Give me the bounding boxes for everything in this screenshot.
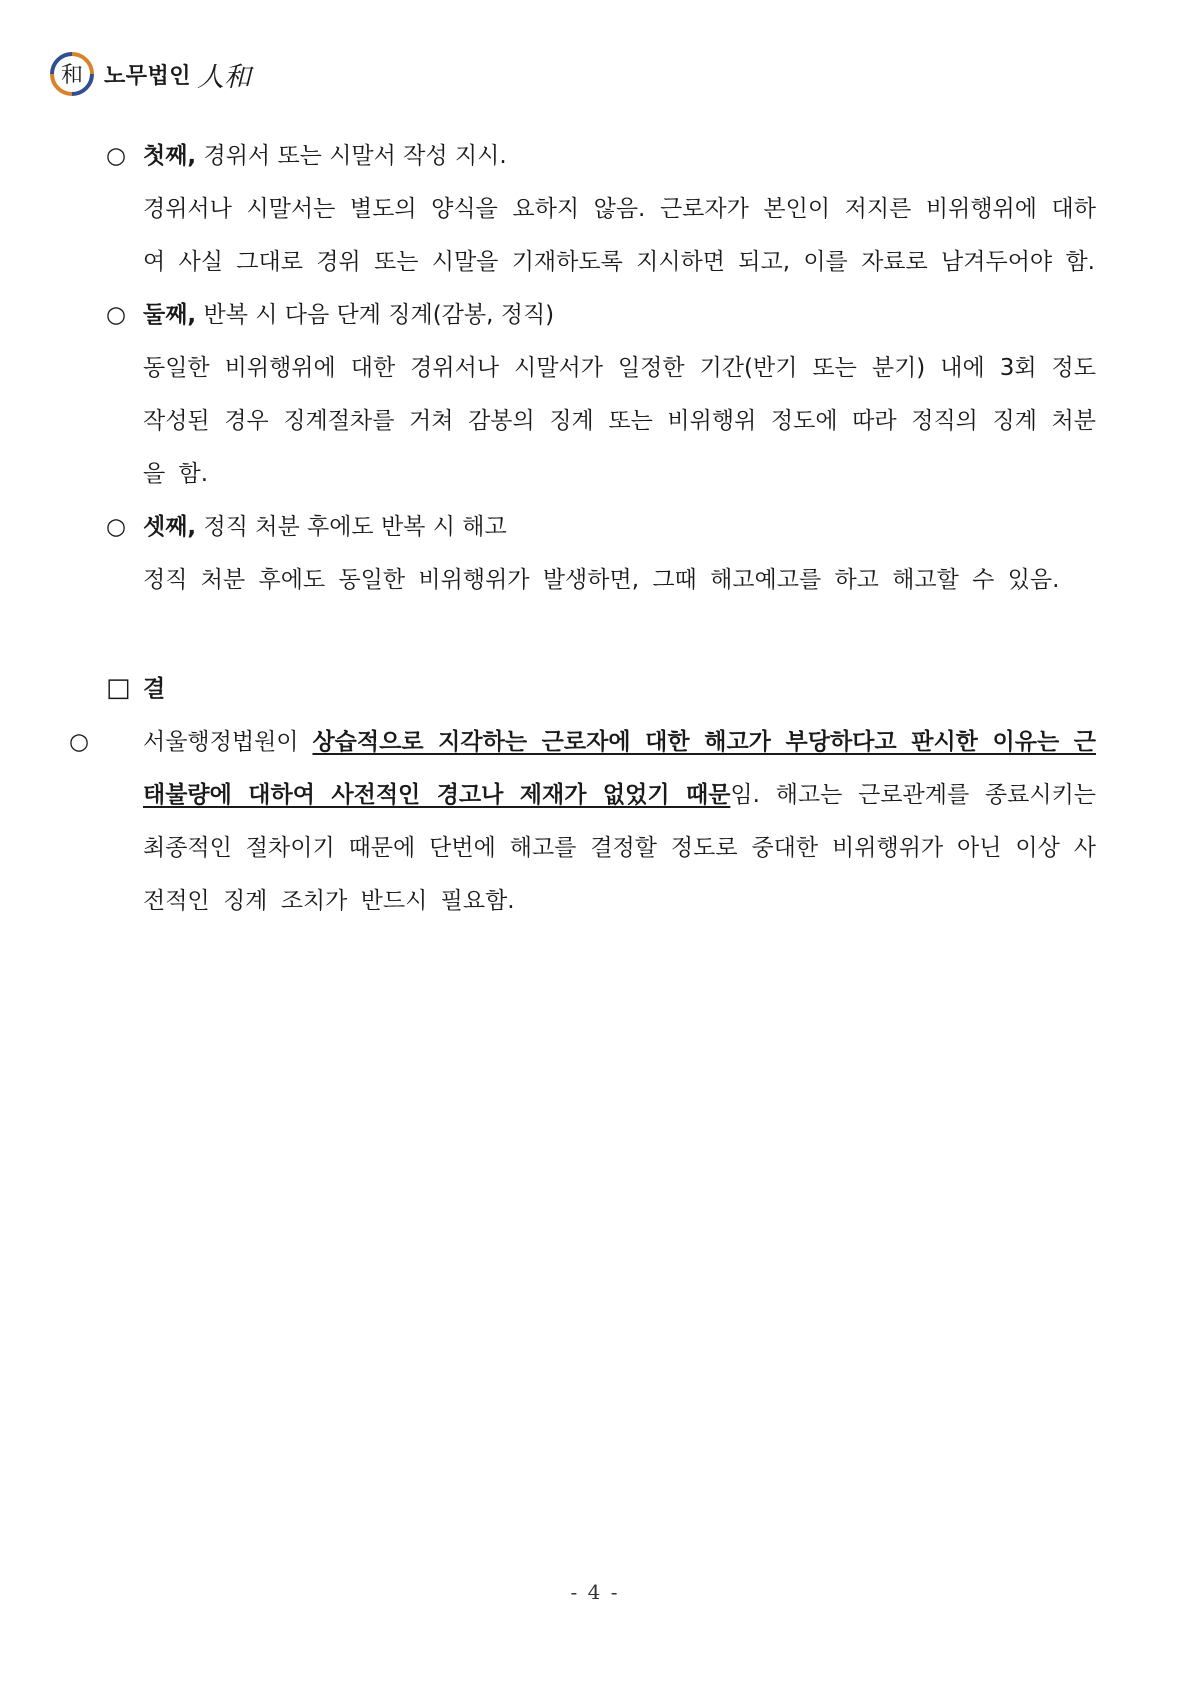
item-heading <box>106 130 1096 183</box>
logo-glyph: 和 <box>60 63 84 88</box>
item-title: 첫째, <box>143 143 197 169</box>
item-second <box>106 289 1096 501</box>
circle-bullet: ○ <box>106 143 127 169</box>
item-body: 경위서나 시말서는 별도의 양식을 요하지 않음. 근로자가 본인이 저지른 비위행위에 대하여 사실 그대로 경위 또는 시말을 기재하도록 지시하면 되고, 이를 자료로 남겨두어야 함. <box>143 196 1096 275</box>
circle-bullet: ○ <box>106 302 127 328</box>
section-heading <box>106 662 1096 716</box>
conclusion-emphasis: 상습적으로 지각하는 근로자에 대한 해고가 부당하다고 판시한 이유는 근태불량에 대하여 사전적인 경고나 제재가 없었기 때문 <box>143 729 1096 808</box>
item-third <box>106 501 1096 607</box>
page-header <box>48 50 251 98</box>
circle-bullet: ○ <box>106 514 127 540</box>
square-bullet: □ <box>106 673 131 703</box>
spacer <box>106 607 1096 662</box>
item-body: 동일한 비위행위에 대한 경위서나 시말서가 일정한 기간(반기 또는 분기) 내에 3회 정도 작성된 경우 징계절차를 거쳐 감봉의 징계 또는 비위행위 정도에 따라 정직의 징계 처분을 함. <box>143 355 1096 487</box>
firm-logo <box>48 50 96 98</box>
document-body <box>69 130 1097 928</box>
conclusion-paragraph <box>69 716 1097 928</box>
item-title: 셋째, <box>143 514 197 540</box>
conclusion-tail: 임. 해고는 근로관계를 종료시키는 최종적인 절차이기 때문에 단번에 해고를 결정할 정도로 중대한 비위행위가 아닌 이상 사전적인 징계 조치가 반드시 필요함. <box>143 782 1097 914</box>
item-heading-text: 정직 처분 후에도 반복 시 해고 <box>196 514 507 540</box>
section-title: 결 <box>143 676 166 702</box>
item-heading <box>106 289 1096 342</box>
conclusion-lead: 서울행정법원이 <box>143 729 313 755</box>
item-title: 둘째, <box>143 302 197 328</box>
firm-script-name: 人和 <box>197 61 252 93</box>
item-heading <box>106 501 1096 554</box>
item-body: 정직 처분 후에도 동일한 비위행위가 발생하면, 그때 해고예고를 하고 해고할 수 있음. <box>143 567 1060 593</box>
firm-name: 노무법인 <box>104 63 192 89</box>
circle-bullet: ○ <box>69 729 90 755</box>
page-number: - 4 - <box>570 1580 620 1604</box>
item-heading-text: 반복 시 다음 단계 징계(감봉, 정직) <box>196 302 555 328</box>
item-heading-text: 경위서 또는 시말서 작성 지시. <box>196 143 507 169</box>
item-first <box>106 130 1096 289</box>
